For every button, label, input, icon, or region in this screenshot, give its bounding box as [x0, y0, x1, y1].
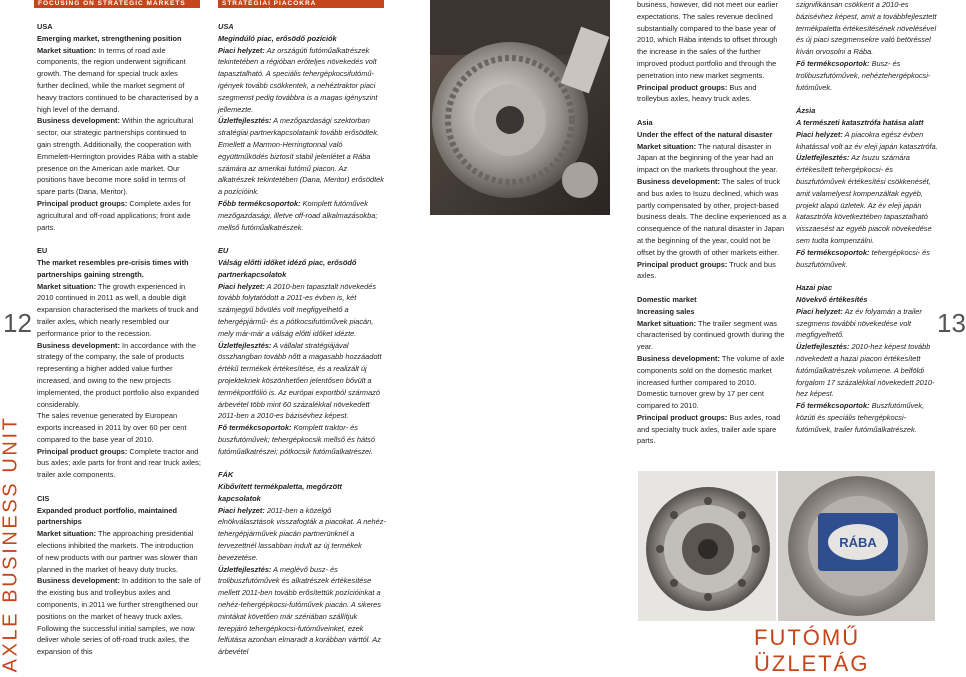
paragraph-label: Fő termékcsoportok: [796, 247, 870, 257]
paragraph-label: Piaci helyzet: [796, 129, 843, 139]
body-paragraph [37, 198, 201, 233]
paragraph-label: Business development: [37, 340, 120, 350]
raba-logo: RÁBA [839, 535, 877, 550]
paragraph-text: In accordance with the strategy of the company, the sale of products representing a higher added value further increased, and owing to the new projects implemented, the product portfolio also expanded considerably. [37, 340, 199, 409]
paragraph-label: Market situation: [637, 318, 697, 328]
paragraph-label: Market situation: [37, 281, 97, 291]
body-paragraph [796, 247, 942, 271]
section-subheading-text: Increasing sales [637, 306, 695, 316]
section-subheading-text: Emerging market, strengthening position [37, 33, 182, 43]
section-heading-text: FÁK [218, 470, 234, 480]
paragraph-gap [796, 93, 942, 105]
section-heading-text: Domestic market [637, 294, 697, 304]
axle-photo-art [638, 471, 776, 621]
hub-photo-art [778, 471, 935, 621]
paragraph-text: A piacokra egész évben kihatással volt az év eleji japán katasztrófa. [796, 129, 938, 151]
section-subheading [796, 117, 942, 129]
paragraph-text: A meglévő busz- és trolibuszfutóművek és alkatrészek értékesítése mellett 2011-ben tovább erősítettük pozícióinkat a nehéz-tehergépkocsi-futóművek piacán. A sikeres mintákat követően már szériában szállítjuk terepjáró tehergépkocsi-futóműveinket, ezek felfutása azonban elmaradt a korábban várttól. Az árbevétel [218, 564, 381, 657]
paragraph-text: Complete axles for agricultural and off-road applications; front axle parts. [37, 198, 192, 232]
section-heading [796, 105, 942, 117]
paragraph-text: tehergépkocsi- és buszfutóművek. [796, 247, 930, 269]
footer-title: FUTÓMŰ ÜZLETÁG [754, 625, 870, 676]
paragraph-text: Complete tractor and bus axles; axle parts for front and rear truck axles; trailer axle components. [37, 446, 201, 480]
body-paragraph [796, 152, 942, 246]
paragraph-text: A vállalat stratégiájával összhangban tovább nőtt a magasabb hozzáadott értékű termékek értékesítése, és a realizált új projekteknek köszönhetően jelentősen bővült a termékportfólió is. Az európai exportból származó árbevétel több mint 60 százalékkal növekedett 2011-ben a 2010-es bázisévhez képest. [218, 340, 382, 421]
paragraph-text: The sales revenue generated by European exports increased in 2011 by over 60 per cent compared to the base year of 2010. [37, 411, 187, 444]
paragraph-label: Business development: [37, 116, 120, 126]
paragraph-label: Piaci helyzet: [796, 306, 843, 316]
photo-axle-housing [638, 471, 776, 621]
paragraph-text: In addition to the sale of the existing bus and trolleybus axles and components, in 2011 we further strengthened our positions on the market of heavy truck axles. Following the successful initial samples, we now deliver whole series of off-road truck axles, the expansion of this [37, 576, 201, 657]
paragraph-label: Market situation: [637, 141, 697, 151]
body-paragraph [637, 318, 787, 353]
column-en-left [37, 21, 201, 658]
paragraph-label: Piaci helyzet: [218, 45, 265, 55]
body-paragraph [796, 400, 942, 435]
section-heading [637, 117, 787, 129]
paragraph-text: The trailer segment was characterised by continued growth during the year. [637, 318, 785, 352]
column-hu-right [796, 0, 942, 435]
paragraph-label: Üzletfejlesztés: [796, 342, 850, 352]
paragraph-gap [218, 233, 386, 245]
paragraph-text: In terms of road axle components, the region underwent significant growth. The demand for special truck axles further declined, while the market segment of heavy tractors continued to be characterised by a high level of the demand. [37, 45, 199, 114]
section-heading [637, 294, 787, 306]
paragraph-text: The sales of truck and bus axles to Isuzu declined, which was partly compensated by other, project-based business deals. The decline experienced as a consequence of the natural disaster in Japan at the beginning of the year, could not be offset by the growth of other markets either. [637, 176, 787, 257]
paragraph-label: Market situation: [37, 529, 97, 539]
paragraph-text: A 2010-ben tapasztalt növekedés tovább folytatódott a 2011-es évben is, két számjegyű bővülés volt megfigyelhető a tehergépjármű- és a pótkocsifutóművek piacán, mely már-már a válság előtti időket idézte. [218, 281, 377, 338]
paragraph-label: Business development: [37, 576, 120, 586]
paragraph-label: Fő termékcsoportok: [796, 58, 870, 68]
section-subheading-text: Under the effect of the natural disaster [637, 129, 773, 139]
paragraph-text: 2011-ben a közelgő elnökválasztások visszafogták a piacokat. A nehéz-tehergépjárművek piacán partnerünknél a tervezettnél lassabban indult az új termékek bevezetése. [218, 505, 386, 562]
section-subheading [218, 481, 386, 505]
section-heading [218, 21, 386, 33]
section-heading-text: CIS [37, 493, 50, 503]
section-subheading-text: A természeti katasztrófa hatása alatt [796, 117, 924, 127]
section-subheading-text: Növekvő értékesítés [796, 294, 868, 304]
paragraph-gap [637, 105, 787, 117]
body-paragraph [796, 306, 942, 341]
body-paragraph [218, 340, 386, 423]
body-paragraph [218, 198, 386, 233]
section-heading-text: Hazai piac [796, 283, 833, 293]
body-paragraph [637, 82, 787, 106]
section-heading [37, 21, 201, 33]
paragraph-label: Fő termékcsoportok: [218, 423, 292, 433]
section-subheading [637, 129, 787, 141]
paragraph-gap [37, 481, 201, 493]
paragraph-gap [796, 270, 942, 282]
paragraph-text: The approaching presidential elections inhibited the markets. The introduction of new products with our partner was slower than planned in the market of heavy duty trucks. [37, 529, 198, 574]
paragraph-label: Piaci helyzet: [218, 281, 265, 291]
body-paragraph [218, 564, 386, 658]
body-paragraph [37, 45, 201, 116]
paragraph-gap [637, 282, 787, 294]
paragraph-label: Fő termékcsoportok: [796, 401, 870, 411]
paragraph-text: Bus and trolleybus axles, heavy truck axles. [637, 82, 757, 104]
column-hu-left [218, 21, 386, 658]
paragraph-text: Az év folyamán a trailer szegmens további növekedése volt megfigyelhető. [796, 306, 922, 340]
paragraph-label: Üzletfejlesztés: [218, 340, 272, 350]
paragraph-label: Principal product groups: [637, 412, 728, 422]
paragraph-label: Üzletfejlesztés: [796, 153, 850, 163]
paragraph-gap [218, 457, 386, 469]
section-subheading [637, 306, 787, 318]
paragraph-text: The growth experienced in 2010 continued in 2011 as well, a double digit expansion characterised the markets of truck and trailer axles, which nearly resembled our performance prior to the recession. [37, 281, 199, 338]
paragraph-gap [37, 233, 201, 245]
paragraph-text: A mezőgazdasági szektorban stratégiai partnerkapcsolataink tovább erősödtek. Emellett a Marmon-Herringtonnal való együttműködés biztosít stabil jelenlétet a Rába számára az amerikai futómű piacon. Az alkatrészek tekintetében (Dana, Meritor) erősödtek a pozícióink. [218, 116, 384, 197]
section-heading [218, 245, 386, 257]
body-paragraph [796, 58, 942, 93]
section-subheading-text: The market resembles pre-crisis times with partnerships gaining strength. [37, 257, 189, 279]
section-subheading [37, 257, 201, 281]
paragraph-label: Principal product groups: [37, 198, 128, 208]
section-heading-text: Asia [637, 117, 653, 127]
body-paragraph [637, 176, 787, 259]
section-heading [218, 469, 386, 481]
body-paragraph [637, 259, 787, 283]
paragraph-label: Üzletfejlesztés: [218, 116, 272, 126]
paragraph-label: Üzletfejlesztés: [218, 564, 272, 574]
section-subheading [218, 33, 386, 45]
paragraph-label: Piaci helyzet: [218, 505, 265, 515]
section-subheading-text: Megindúló piac, erősödő pozíciók [218, 33, 337, 43]
section-subheading [37, 505, 201, 529]
paragraph-label: Market situation: [37, 45, 97, 55]
body-paragraph [796, 129, 942, 153]
section-heading [37, 493, 201, 505]
body-paragraph [218, 281, 386, 340]
paragraph-text: 2010-hez képest tovább növekedett a hazai piacon értékesített futóműalkatrészek volumene. A belföldi forgalom 17 százalékkal növekedett 2010-hez képest. [796, 342, 935, 399]
section-subheading [796, 294, 942, 306]
paragraph-label: Business development: [637, 353, 720, 363]
section-subheading-text: Válság előtti időket idéző piac, erősödő partnerkapcsolatok [218, 257, 357, 279]
body-paragraph [218, 422, 386, 457]
gear-photo-art [430, 0, 610, 215]
body-paragraph [37, 528, 201, 575]
body-paragraph [637, 141, 787, 176]
paragraph-label: Principal product groups: [637, 82, 728, 92]
paragraph-text: The volume of axle components sold on the domestic market increased further compared to 2010. Domestic turnover grew by 17 per cent compared to 2010. [637, 353, 785, 411]
body-paragraph [37, 575, 201, 658]
paragraph-text: The natural disaster in Japan at the beginning of the year had an impact on the markets throughout the year. [637, 141, 778, 175]
section-header-en: FOCUSING ON STRATEGIC MARKETS [34, 0, 200, 8]
paragraph-text: Komplett futóművek mezőgazdasági, illetve off-road alkalmazásokba; mellső futóműalkatrészek. [218, 198, 378, 232]
paragraph-text: Buszfutóművek, közúti és speciális tehergépkocsi-futóművek, trailer futóműalkatrészek. [796, 401, 925, 434]
paragraph-label: Principal product groups: [37, 446, 128, 456]
section-subheading [218, 257, 386, 281]
page-number-left: 12 [3, 308, 32, 338]
body-paragraph [796, 341, 942, 400]
paragraph-text: Az Isuzu számára értékesített tehergépkocsi- és buszfutóművek értékesítési csökkenését, amit valamelyest kompenzáltak egyéb, projekt alapú üzletek. Az év eleji japán katasztrófa következtében tapasztalható visszaesést az egyéb piacok növekedése sem tudta kompenzálni. [796, 153, 932, 245]
section-heading-text: EU [218, 246, 229, 256]
section-heading-text: EU [37, 246, 48, 256]
paragraph-text: Truck and bus axles. [637, 259, 776, 281]
paragraph-label: Főbb termékcsoportok: [218, 198, 301, 208]
section-subheading-text: Expanded product portfolio, maintained partnerships [37, 505, 178, 527]
body-paragraph [37, 115, 201, 198]
section-header-hu: STRATÉGIAI PIACOKRA KONCENTRÁLVA [218, 0, 384, 8]
paragraph-text: Komplett traktor- és buszfutóművek; tehergépkocsik mellső és hátsó futóműalkatrészei; pótkocsik futóműalkatrészei. [218, 423, 375, 456]
paragraph-text: Bus axles, road and specialty truck axles, trailer axle spare parts. [637, 412, 781, 446]
body-paragraph [637, 412, 787, 447]
section-heading-text: USA [37, 22, 53, 31]
paragraph-label: Business development: [637, 176, 720, 186]
body-paragraph [637, 0, 787, 82]
vertical-title: AXLE BUSINESS UNIT [0, 415, 22, 673]
body-paragraph [796, 0, 942, 58]
section-heading [37, 245, 201, 257]
paragraph-text: Within the agricultural sector, our strategic partnerships continued to gain strength. Additionally, the cooperation with Emmelett-Herrington provides Rába with a stable presence on the American axle market. Our positions have become more solid in terms of spare parts (Dana, Meritor). [37, 116, 199, 197]
paragraph-label: Principal product groups: [637, 259, 728, 269]
photo-gear-machining [430, 0, 610, 215]
section-subheading-text: Kibővített termékpaletta, megőrzött kapcsolatok [218, 482, 343, 503]
body-paragraph [37, 410, 201, 445]
paragraph-text: Az országúti futóműalkatrészek tekintetében a régióban erőteljes növekedés volt tapasztalható. A speciális tehergépkocsifutómű-igények tovább csökkentek, a nehéztraktor piaci szegmenst pedig továbbra is a magas igényszint jellemezte. [218, 45, 378, 114]
column-en-right [637, 0, 787, 447]
body-paragraph [218, 45, 386, 116]
body-paragraph [218, 505, 386, 564]
page-number-right: 13 [937, 308, 966, 338]
body-paragraph [37, 446, 201, 481]
photo-wheel-hub [778, 471, 935, 621]
body-paragraph [37, 340, 201, 411]
body-paragraph [37, 281, 201, 340]
section-heading-text: USA [218, 22, 234, 31]
section-heading-text: Ázsia [796, 106, 816, 116]
paragraph-text: szignifikánsan csökkent a 2010-es bázisévhez képest, amit a továbbfejlesztett termékpaletta értékesítésének növelésével és új piaci szegmensekre való betöréssel kíván orvosolni a Rába. [796, 0, 937, 57]
body-paragraph [637, 353, 787, 412]
section-heading [796, 282, 942, 294]
body-paragraph [218, 115, 386, 198]
paragraph-text: Busz- és trolibuszfutóművek, nehéztehergépkocsi-futóművek. [796, 58, 931, 92]
section-subheading [37, 33, 201, 45]
paragraph-text: business, however, did not meet our earlier expectations. The sales revenue declined substantially compared to the base year of 2010, which Rába intends to offset through the increase in the sales of the further improved product portfolio and through the penetration into new market segments. [637, 0, 778, 80]
